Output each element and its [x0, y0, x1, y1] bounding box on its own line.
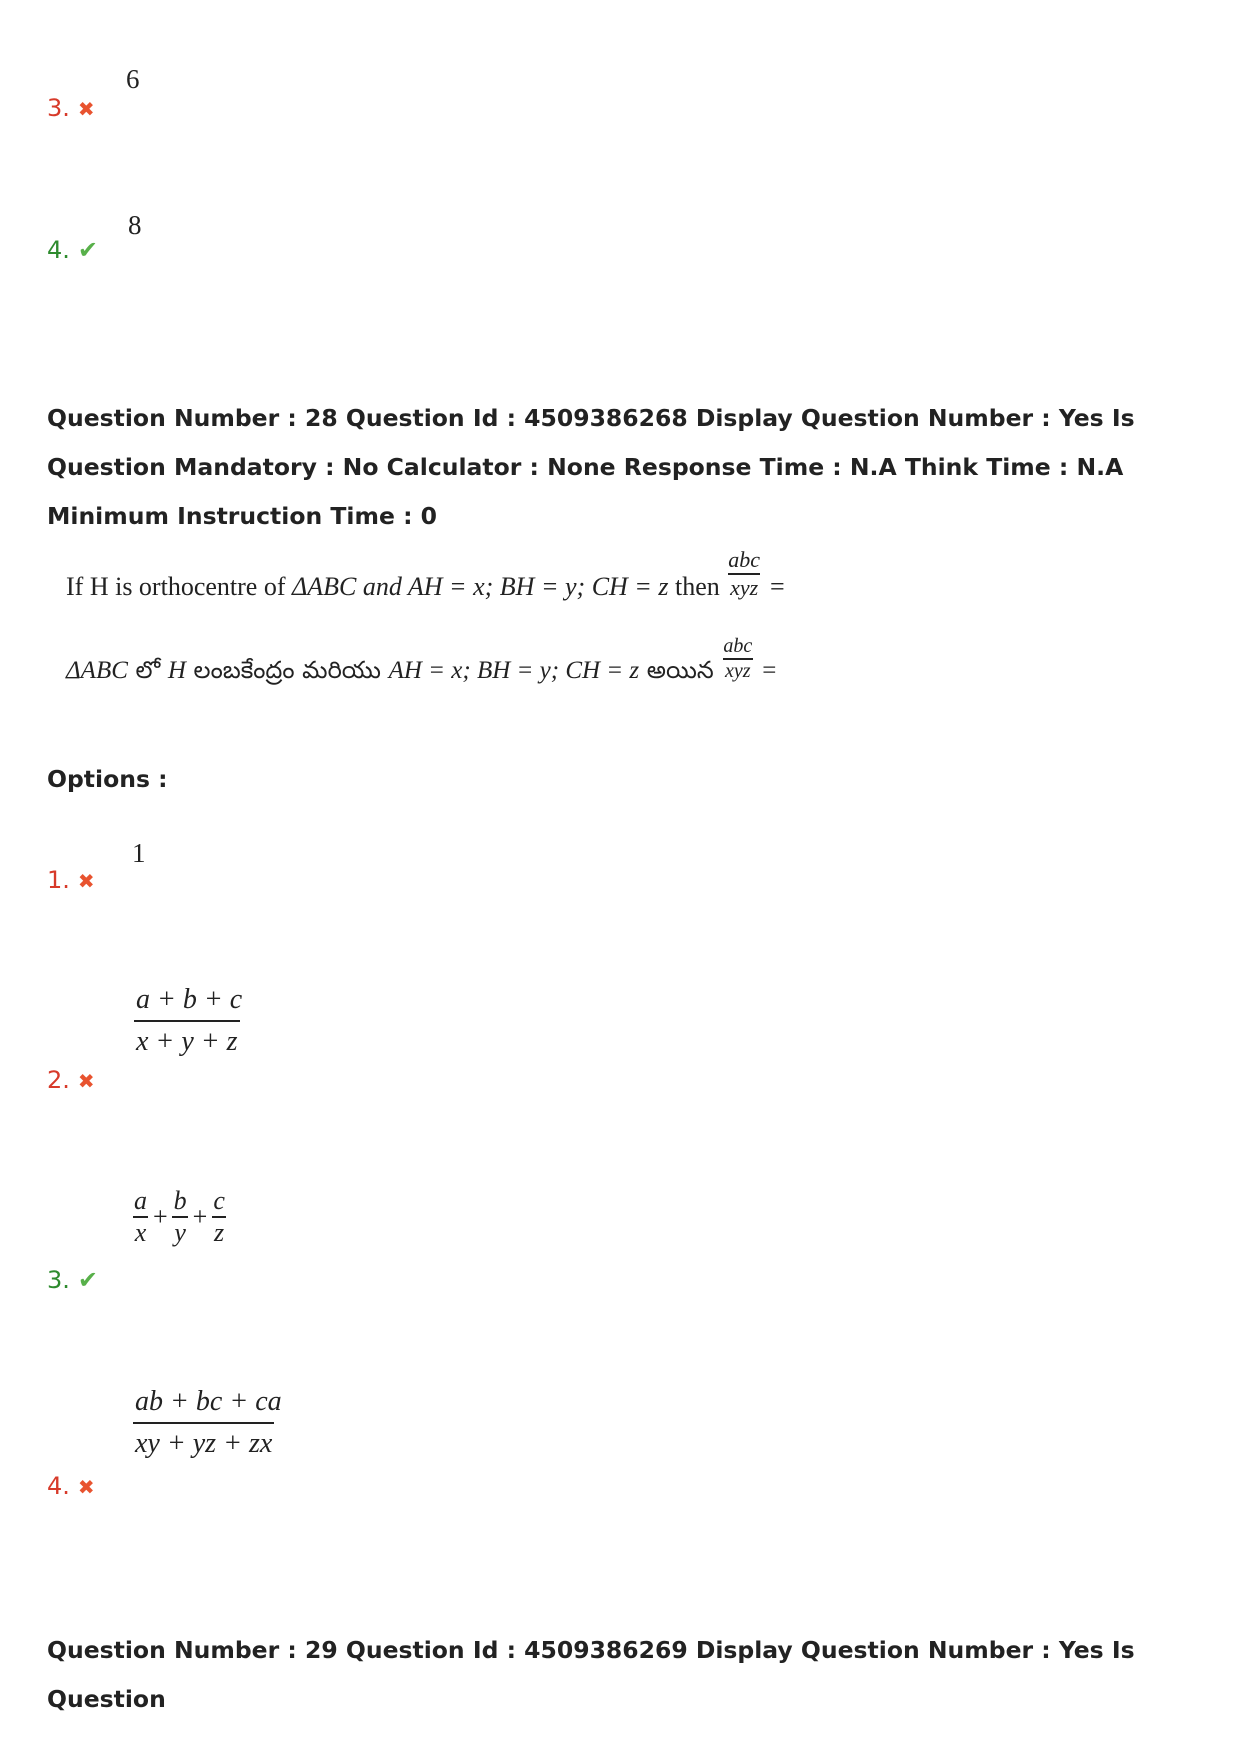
triangle-symbol: ΔABC	[66, 657, 128, 684]
question-29-header: Question Number : 29 Question Id : 4509386269 Display Question Number : Yes Is Question	[47, 1636, 1135, 1713]
then-word: then	[668, 572, 727, 601]
fraction-b-y	[172, 1186, 189, 1248]
cross-icon: ✖	[77, 1069, 95, 1093]
prev-option-4-value: 8	[128, 210, 142, 240]
fraction-a-x	[132, 1186, 149, 1248]
fraction-numerator: b	[173, 1186, 187, 1215]
option-number: 1.	[47, 866, 70, 894]
fraction-denominator: xyz	[730, 574, 759, 600]
options-label: Options :	[47, 765, 168, 793]
question-text: If H is orthocentre of	[66, 572, 292, 601]
option-1	[47, 866, 95, 894]
fraction-denominator: xyz	[725, 660, 751, 682]
and-word: and	[356, 572, 408, 601]
fraction-c-z	[211, 1186, 227, 1248]
triangle-symbol: ΔABC	[291, 572, 357, 601]
option-number: 4.	[47, 1472, 70, 1500]
h-symbol: H	[167, 657, 186, 684]
prev-option-3-value: 6	[126, 64, 140, 94]
telugu-text: లో	[127, 656, 168, 684]
cross-icon: ✖	[77, 97, 95, 121]
fraction-numerator: c	[213, 1186, 225, 1215]
expression-denominator: xy + yz + zx	[133, 1422, 274, 1460]
fraction-denominator: y	[174, 1218, 186, 1247]
question-28-header: Question Number : 28 Question Id : 4509386268 Display Question Number : Yes Is Question Mandatory : No Calculator : None Response Time : N.A Think Time : N.A Minimum Instruction Time : 0	[47, 404, 1135, 530]
conditions: AH = x; BH = y; CH = z	[407, 572, 669, 601]
fraction-abc-xyz	[726, 547, 762, 601]
option-3	[47, 1266, 98, 1294]
option-4-expression	[133, 1386, 284, 1460]
plus-sign: +	[153, 1202, 168, 1231]
option-number: 4.	[47, 236, 70, 264]
equals-sign: =	[770, 572, 785, 601]
expression-denominator: x + y + z	[134, 1020, 240, 1058]
fraction-denominator: z	[214, 1218, 225, 1247]
expression-numerator: ab + bc + ca	[135, 1386, 282, 1417]
equals-sign: =	[762, 657, 777, 684]
telugu-text: అయిన	[639, 656, 722, 684]
cross-icon: ✖	[77, 1475, 95, 1499]
option-number: 2.	[47, 1066, 70, 1094]
cross-icon: ✖	[77, 869, 95, 893]
option-4	[47, 1472, 95, 1500]
fraction-numerator: abc	[723, 635, 753, 657]
question-28-telugu	[66, 635, 777, 690]
expression-numerator: a + b + c	[136, 984, 243, 1015]
check-icon: ✔	[77, 1266, 99, 1294]
option-number: 3.	[47, 1266, 70, 1294]
fraction-numerator: a	[134, 1186, 147, 1215]
option-3-expression	[132, 1186, 227, 1248]
fraction-numerator: abc	[728, 546, 761, 572]
telugu-text: లంబకేంద్రం మరియు	[185, 656, 389, 684]
plus-sign: +	[192, 1202, 208, 1231]
option-1-value: 1	[132, 838, 146, 868]
prev-option-3	[47, 94, 95, 122]
fraction-abc-xyz	[721, 635, 754, 683]
check-icon: ✔	[77, 236, 99, 264]
question-28-english	[66, 546, 785, 602]
fraction-denominator: x	[134, 1218, 147, 1247]
option-number: 3.	[47, 94, 70, 122]
option-2-expression	[134, 984, 244, 1058]
conditions: AH = x; BH = y; CH = z	[388, 657, 640, 684]
option-2	[47, 1066, 95, 1094]
prev-option-4	[47, 236, 98, 264]
